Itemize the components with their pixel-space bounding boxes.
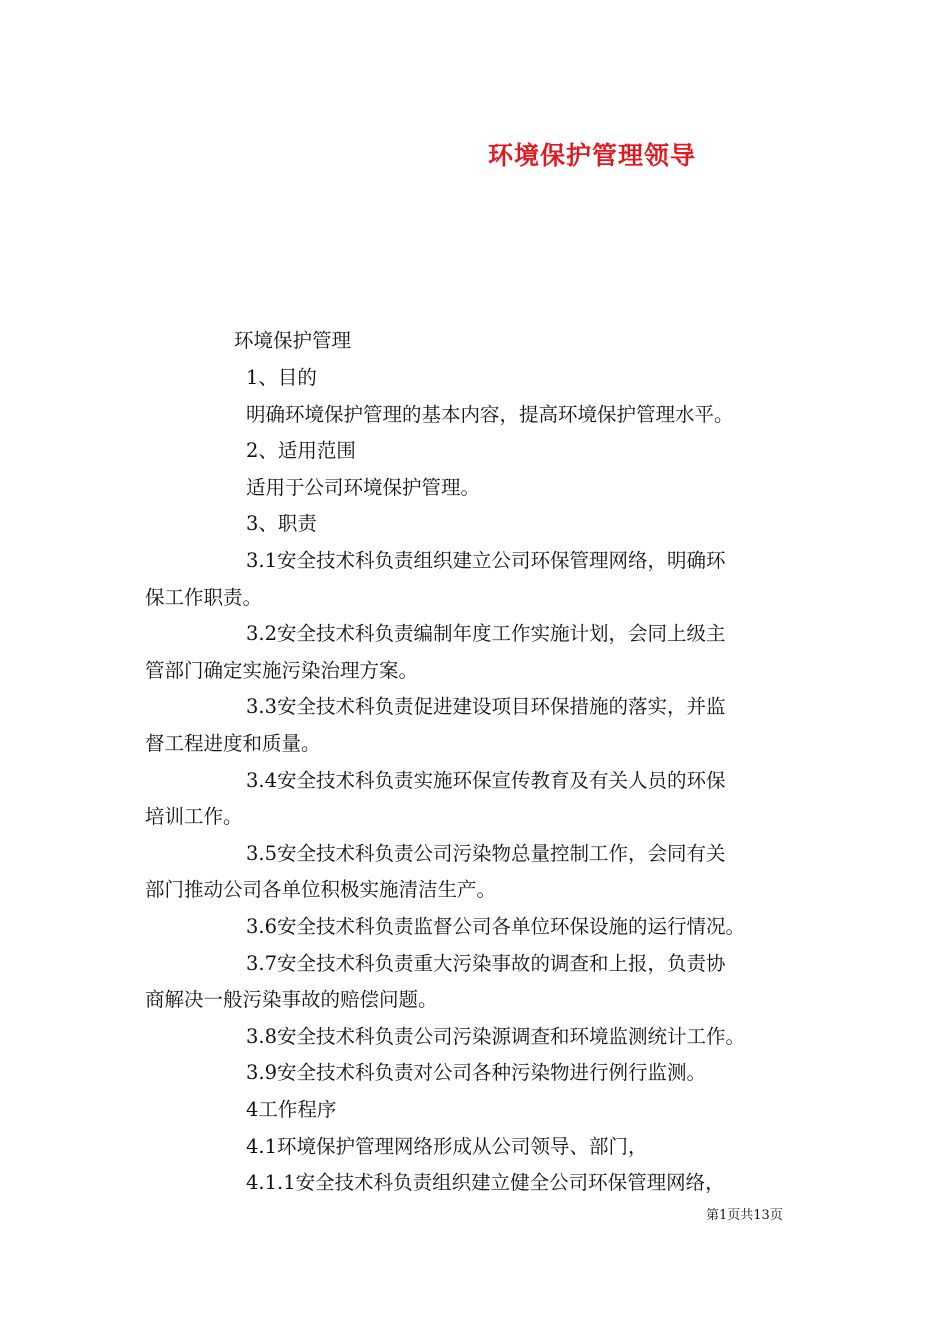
- paragraph-line: 1、目的: [246, 366, 317, 389]
- paragraph-line: 3.3安全技术科负责促进建设项目环保措施的落实，并监: [246, 695, 726, 718]
- paragraph-line: 3.7安全技术科负责重大污染事故的调查和上报，负责协: [246, 952, 726, 975]
- paragraph-line: 管部门确定实施污染治理方案。: [145, 659, 419, 682]
- paragraph-line: 明确环境保护管理的基本内容，提高环境保护管理水平。: [246, 403, 734, 426]
- paragraph-line: 部门推动公司各单位积极实施清洁生产。: [145, 878, 497, 901]
- paragraph-line: 保工作职责。: [145, 586, 263, 609]
- paragraph-line: 适用于公司环境保护管理。: [246, 476, 481, 499]
- paragraph-line: 督工程进度和质量。: [145, 732, 321, 755]
- paragraph-line: 3.6安全技术科负责监督公司各单位环保设施的运行情况。: [246, 915, 746, 938]
- paragraph-line: 4.1环境保护管理网络形成从公司领导、部门，: [246, 1135, 648, 1158]
- paragraph-line: 4.1.1安全技术科负责组织建立健全公司环保管理网络，: [246, 1171, 725, 1194]
- paragraph-line: 4工作程序: [246, 1098, 337, 1121]
- paragraph-line: 3.4安全技术科负责实施环保宣传教育及有关人员的环保: [246, 769, 726, 792]
- paragraph-line: 3、职责: [246, 512, 317, 535]
- paragraph-line: 2、适用范围: [246, 439, 356, 462]
- paragraph-line: 3.9安全技术科负责对公司各种污染物进行例行监测。: [246, 1061, 707, 1084]
- paragraph-line: 3.5安全技术科负责公司污染物总量控制工作，会同有关: [246, 842, 726, 865]
- document-title: 环境保护管理领导: [488, 141, 697, 170]
- paragraph-line: 3.2安全技术科负责编制年度工作实施计划，会同上级主: [246, 622, 726, 645]
- paragraph-line: 3.8安全技术科负责公司污染源调查和环境监测统计工作。: [246, 1025, 746, 1048]
- paragraph-line: 商解决一般污染事故的赔偿问题。: [145, 988, 438, 1011]
- section-heading: 环境保护管理: [234, 329, 352, 352]
- page-footer: 第1页共13页: [706, 1208, 783, 1223]
- paragraph-line: 培训工作。: [145, 805, 243, 828]
- paragraph-line: 3.1安全技术科负责组织建立公司环保管理网络，明确环: [246, 549, 726, 572]
